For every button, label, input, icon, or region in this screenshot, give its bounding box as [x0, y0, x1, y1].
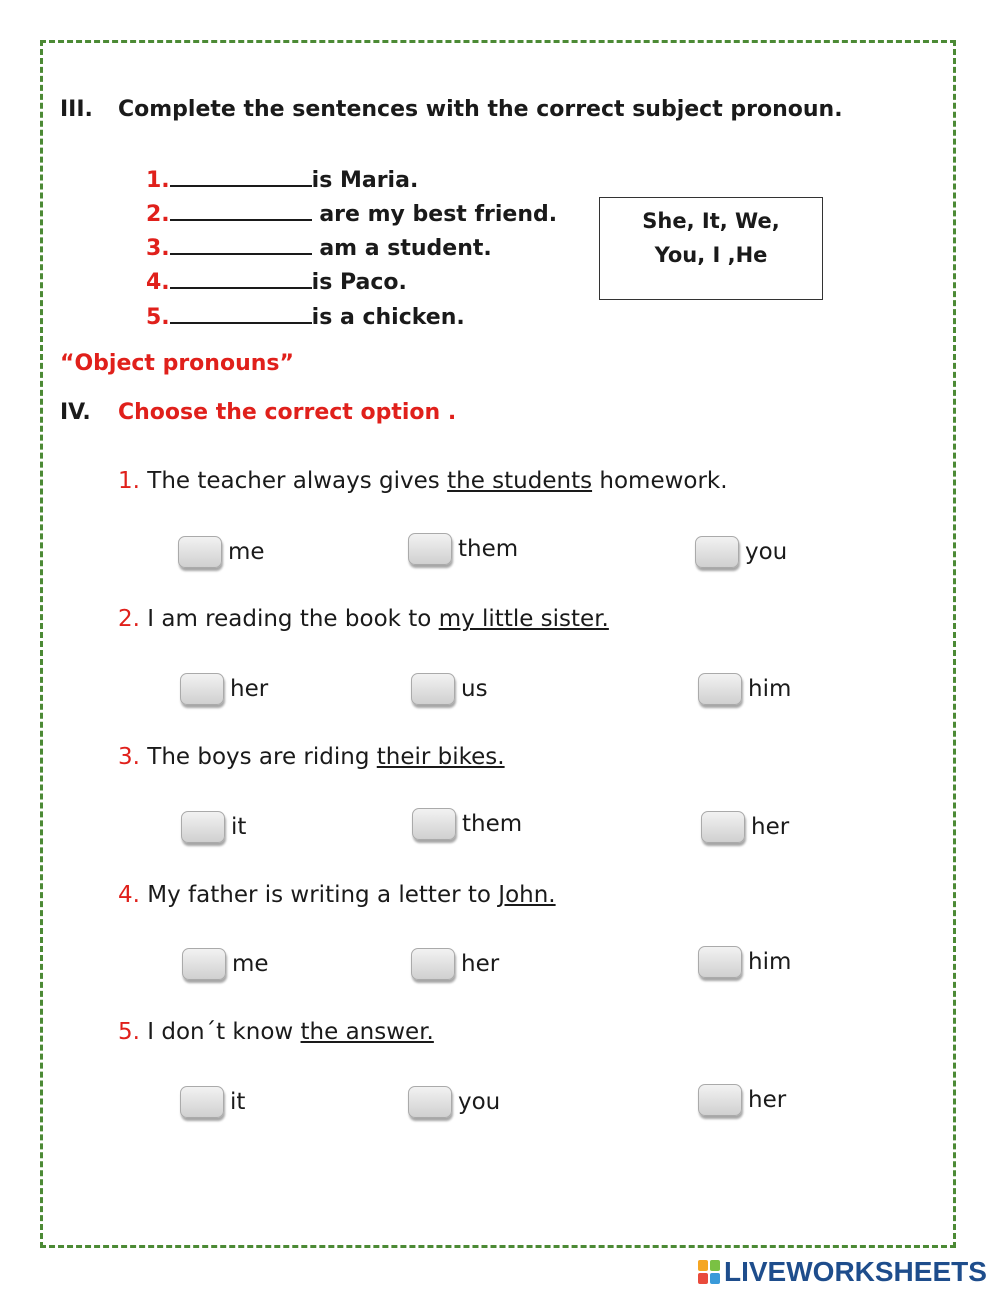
question-number: 3.	[118, 744, 140, 770]
word-box-line-2: You, I ,He	[654, 243, 768, 267]
option-label: her	[230, 676, 269, 702]
question-text-before: I don´t know	[139, 1019, 301, 1045]
s3-item-2	[146, 201, 557, 227]
s3-item-1	[146, 167, 418, 193]
s3-item-number: 2.	[146, 202, 170, 227]
q5-option-2[interactable]	[408, 1086, 500, 1118]
option-label: it	[230, 1089, 246, 1115]
question-2	[118, 606, 609, 632]
option-label: us	[461, 676, 488, 702]
s3-item-number: 1.	[146, 168, 170, 193]
option-label: him	[748, 676, 792, 702]
liveworksheets-logo	[698, 1256, 987, 1288]
option-label: them	[462, 811, 523, 837]
checkbox[interactable]	[412, 808, 456, 840]
s3-item-4	[146, 269, 407, 295]
q5-option-1[interactable]	[180, 1086, 245, 1118]
s3-item-text: is Paco.	[311, 270, 407, 295]
checkbox[interactable]	[408, 533, 452, 565]
option-label: you	[745, 539, 788, 565]
question-underlined: the students	[447, 468, 593, 494]
s3-item-number: 5.	[146, 305, 170, 330]
question-underlined: the answer.	[300, 1019, 434, 1045]
question-text-before: The boys are riding	[139, 744, 377, 770]
question-underlined: my little sister.	[438, 606, 609, 632]
checkbox[interactable]	[698, 946, 742, 978]
question-5	[118, 1019, 434, 1045]
question-text-before: My father is writing a letter to	[139, 882, 499, 908]
section-4-number: IV.	[60, 400, 91, 425]
section-4-title: Choose the correct option .	[118, 400, 457, 425]
section-3-number: III.	[60, 97, 93, 122]
checkbox[interactable]	[411, 948, 455, 980]
answer-blank[interactable]	[170, 235, 312, 255]
q2-option-2[interactable]	[411, 673, 488, 705]
checkbox[interactable]	[178, 536, 222, 568]
object-pronouns-heading: “Object pronouns”	[60, 351, 294, 376]
question-number: 1.	[118, 468, 140, 494]
q5-option-3[interactable]	[698, 1084, 786, 1116]
q1-option-1[interactable]	[178, 536, 265, 568]
question-3	[118, 744, 505, 770]
s3-item-5	[146, 304, 465, 330]
s3-item-text: are my best friend.	[311, 202, 558, 227]
q1-option-2[interactable]	[408, 533, 518, 565]
question-4	[118, 882, 556, 908]
s3-item-text: is a chicken.	[311, 305, 465, 330]
checkbox[interactable]	[180, 1086, 224, 1118]
q3-option-1[interactable]	[181, 811, 246, 843]
question-text-after: homework.	[592, 468, 728, 494]
q2-option-1[interactable]	[180, 673, 268, 705]
s3-item-number: 3.	[146, 236, 170, 261]
word-box-line-1: She, It, We,	[642, 209, 780, 233]
q4-option-1[interactable]	[182, 948, 269, 980]
logo-blocks-icon	[698, 1260, 720, 1284]
question-text-before: I am reading the book to	[139, 606, 439, 632]
q1-option-3[interactable]	[695, 536, 787, 568]
word-box	[599, 197, 823, 300]
option-label: her	[748, 1087, 787, 1113]
section-3-title: Complete the sentences with the correct subject pronoun.	[118, 97, 843, 122]
answer-blank[interactable]	[170, 304, 312, 324]
answer-blank[interactable]	[170, 201, 312, 221]
question-number: 2.	[118, 606, 140, 632]
option-label: you	[458, 1089, 501, 1115]
option-label: me	[232, 951, 269, 977]
question-1	[118, 468, 728, 494]
option-label: them	[458, 536, 519, 562]
question-underlined: their bikes.	[376, 744, 505, 770]
option-label: her	[461, 951, 500, 977]
s3-item-text: is Maria.	[311, 168, 419, 193]
checkbox[interactable]	[695, 536, 739, 568]
logo-text: LIVEWORKSHEETS	[724, 1256, 987, 1287]
checkbox[interactable]	[181, 811, 225, 843]
checkbox[interactable]	[180, 673, 224, 705]
q3-option-2[interactable]	[412, 808, 522, 840]
q4-option-3[interactable]	[698, 946, 791, 978]
answer-blank[interactable]	[170, 269, 312, 289]
question-underlined: John.	[498, 882, 556, 908]
option-label: me	[228, 539, 265, 565]
question-number: 4.	[118, 882, 140, 908]
q3-option-3[interactable]	[701, 811, 789, 843]
checkbox[interactable]	[411, 673, 455, 705]
checkbox[interactable]	[701, 811, 745, 843]
question-number: 5.	[118, 1019, 140, 1045]
s3-item-3	[146, 235, 492, 261]
question-text-before: The teacher always gives	[139, 468, 448, 494]
checkbox[interactable]	[408, 1086, 452, 1118]
checkbox[interactable]	[698, 1084, 742, 1116]
q4-option-2[interactable]	[411, 948, 499, 980]
answer-blank[interactable]	[170, 167, 312, 187]
q2-option-3[interactable]	[698, 673, 791, 705]
option-label: her	[751, 814, 790, 840]
s3-item-number: 4.	[146, 270, 170, 295]
s3-item-text: am a student.	[311, 236, 492, 261]
option-label: it	[231, 814, 247, 840]
checkbox[interactable]	[698, 673, 742, 705]
checkbox[interactable]	[182, 948, 226, 980]
option-label: him	[748, 949, 792, 975]
